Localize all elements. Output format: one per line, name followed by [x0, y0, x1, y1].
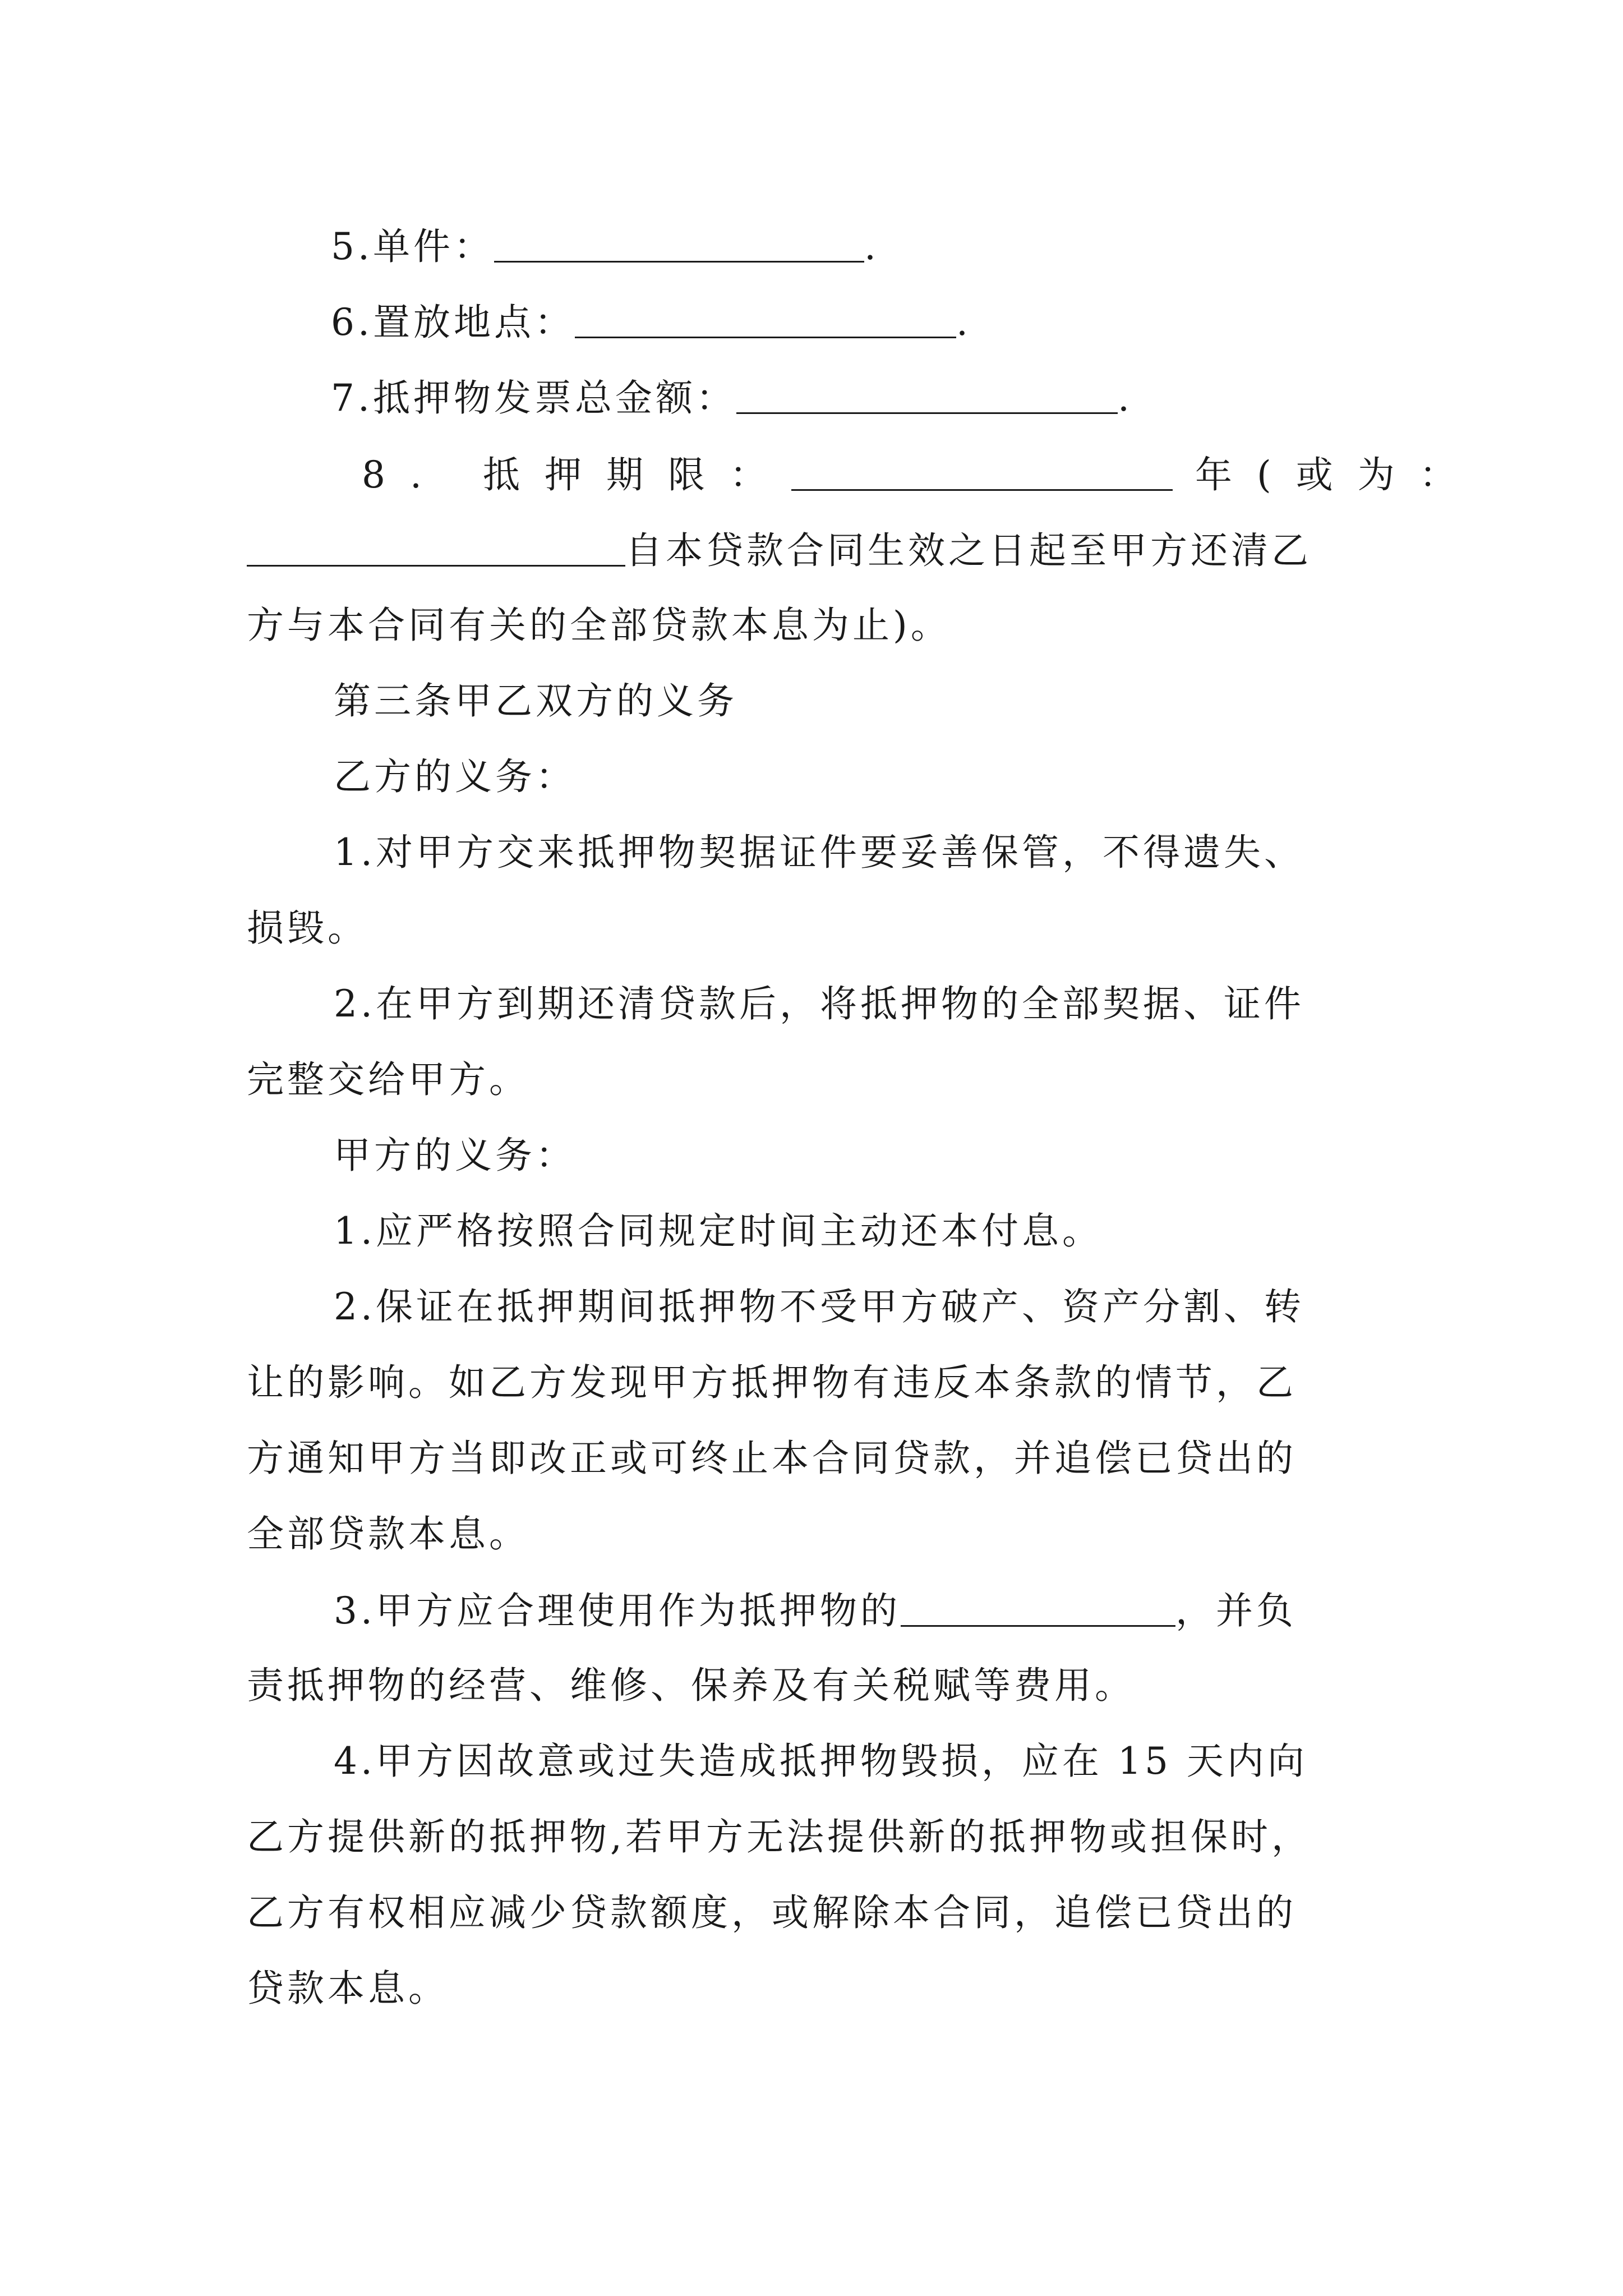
party-a-duty-3-pre: 3.甲方应合理使用作为抵押物的 [334, 1589, 901, 1632]
item-5-blank [494, 227, 864, 263]
item-5-label: 5.单件： [331, 225, 494, 268]
party-a-duty-4-line-1: 4.甲方因故意或过失造成抵押物毁损，应在 15 天内向 [334, 1740, 1308, 1783]
party-a-duty-2-line-2: 让的影响。如乙方发现甲方抵押物有违反本条款的情节，乙 [247, 1361, 1297, 1404]
party-b-duty-2-line-1: 2.在甲方到期还清贷款后，将抵押物的全部契据、证件 [334, 982, 1304, 1025]
item-8-continuation [247, 529, 1312, 572]
party-a-heading: 甲方的义务： [334, 1134, 576, 1177]
item-6 [331, 301, 971, 344]
party-a-duty-4-line-4: 贷款本息。 [247, 1967, 449, 2010]
item-7-end: . [1117, 376, 1133, 420]
item-8-label: 8. 抵押期限： [362, 453, 791, 496]
party-a-duty-2-line-1: 2.保证在抵押期间抵押物不受甲方破产、资产分割、转 [334, 1285, 1304, 1328]
item-8-mid: 年(或为： [1195, 453, 1481, 496]
item-6-label: 6.置放地点： [331, 301, 575, 344]
party-a-duty-2-line-3: 方通知甲方当即改正或可终止本合同贷款，并追偿已贷出的 [247, 1437, 1297, 1480]
item-6-blank [575, 303, 956, 338]
item-7-blank [736, 379, 1118, 414]
item-8-cont: 自本贷款合同生效之日起至甲方还清乙 [625, 529, 1312, 572]
item-7-label: 7.抵押物发票总金额： [331, 376, 736, 420]
party-a-duty-1: 1.应严格按照合同规定时间主动还本付息。 [334, 1209, 1103, 1253]
item-8 [362, 455, 1481, 494]
party-a-duty-3-blank [901, 1591, 1175, 1627]
party-a-duty-4-line-3: 乙方有权相应减少贷款额度，或解除本合同，追偿已贷出的 [247, 1891, 1297, 1934]
party-a-duty-3-line-1 [334, 1591, 1297, 1630]
party-a-duty-2-line-4: 全部贷款本息。 [247, 1512, 529, 1556]
party-a-duty-4-line-2: 乙方提供新的抵押物,若甲方无法提供新的抵押物或担保时， [247, 1815, 1312, 1858]
item-6-end: . [956, 301, 971, 344]
item-7 [331, 376, 1133, 420]
item-8-blank-years [791, 455, 1173, 491]
item-5-end: . [864, 225, 879, 268]
item-8-tail: 方与本合同有关的全部贷款本息为止)。 [247, 604, 951, 647]
article-3-title: 第三条甲乙双方的义务 [334, 679, 737, 723]
item-8-blank-alt [247, 531, 625, 567]
party-b-duty-1-line-2: 损毁。 [247, 907, 368, 950]
item-5 [331, 225, 879, 268]
party-a-duty-3-post: ，并负 [1175, 1589, 1297, 1632]
party-a-duty-3-line-2: 责抵押物的经营、维修、保养及有关税赋等费用。 [247, 1664, 1135, 1707]
party-b-duty-2-line-2: 完整交给甲方。 [247, 1058, 529, 1101]
party-b-heading: 乙方的义务： [334, 755, 576, 798]
party-b-duty-1-line-1: 1.对甲方交来抵押物契据证件要妥善保管，不得遗失、 [334, 831, 1304, 874]
